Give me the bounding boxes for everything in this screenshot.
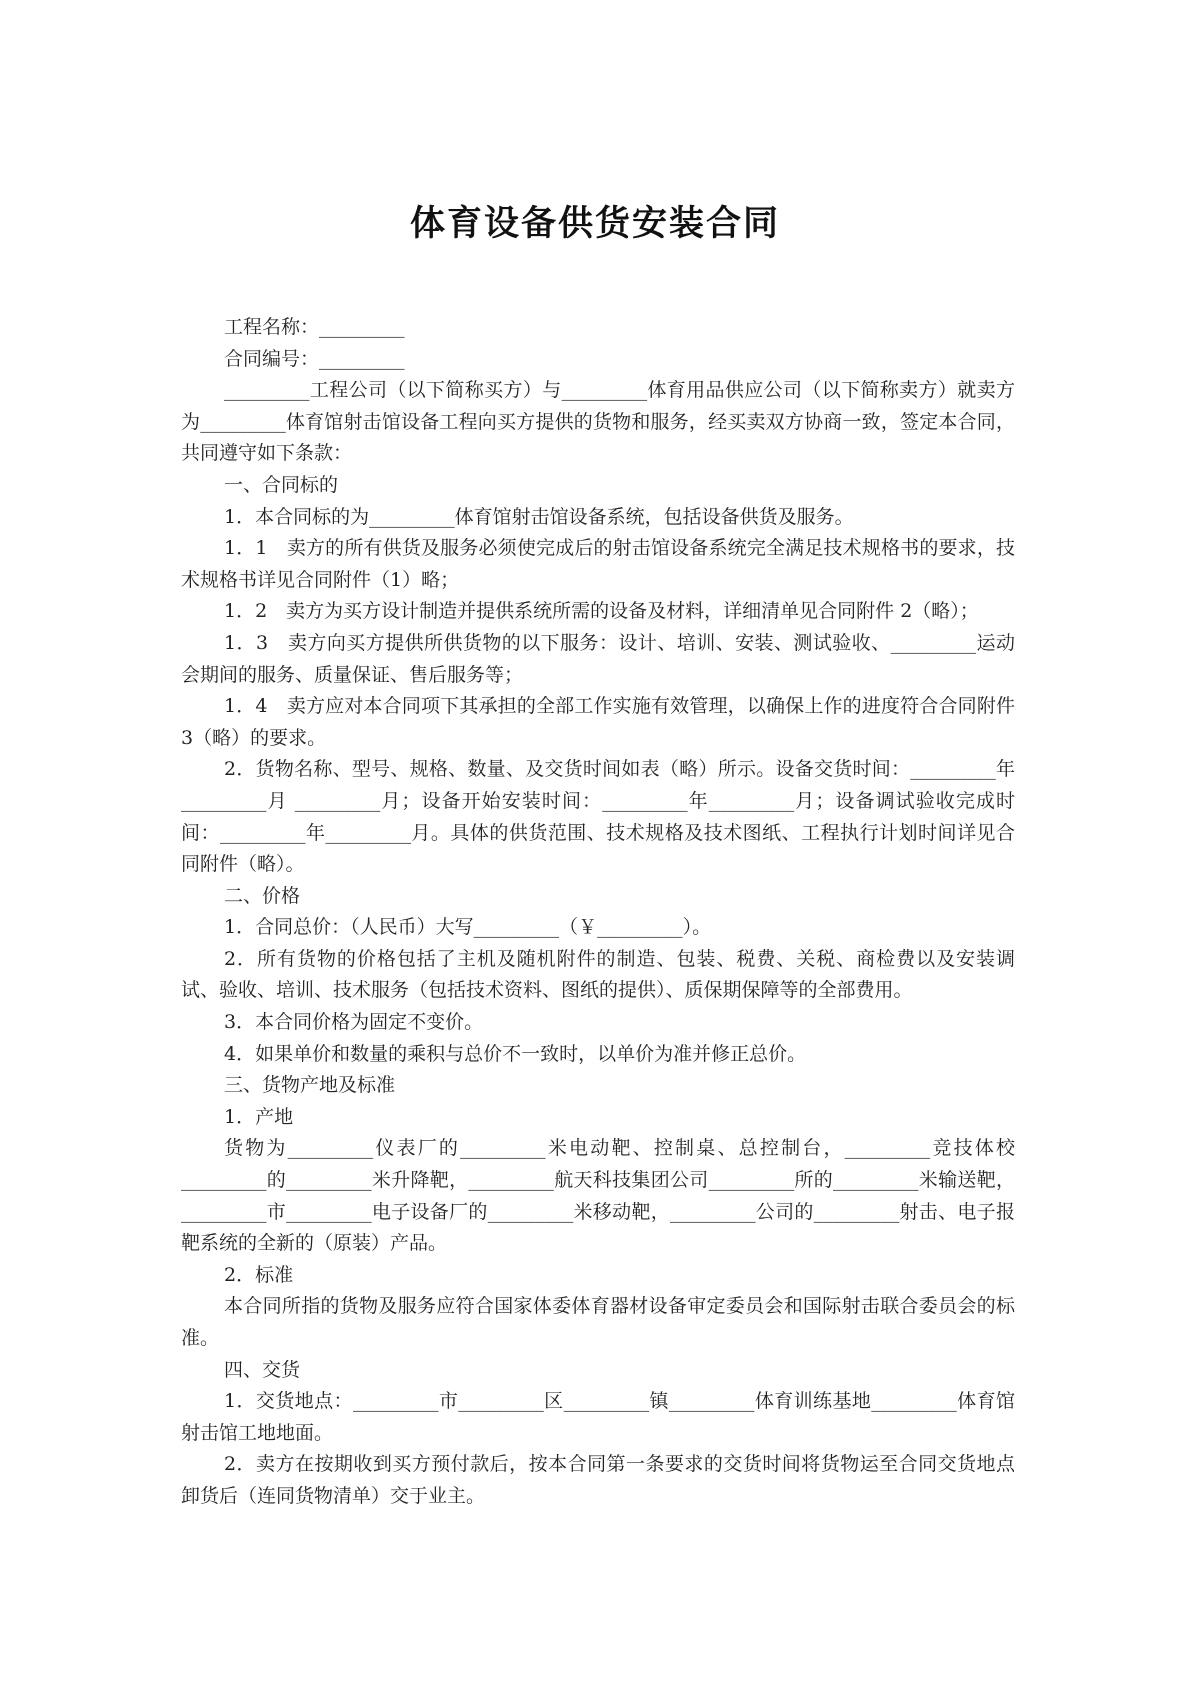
section-heading-delivery: 四、交货 (224, 1358, 301, 1381)
standard-clause: 本合同所指的货物及服务应符合国家体委体育器材设备审定委员会和国际射击联合委员会的标准。 (181, 1295, 1015, 1349)
paragraph-project-name: 工程名称：_________ (224, 316, 405, 338)
document-title: 体育设备供货安装合同 (409, 204, 780, 244)
clause-1-4: 1．4 卖方应对本合同项下其承担的全部工作实施有效管理，以确保上作的进度符合合同附件 3（略）的要求。 (181, 695, 1015, 749)
origin-clause: 货物为_________仪表厂的_________米电动靶、控制桌、总控制台，_________竞技体校_________的_________米升降靶，_________航天科技集团公司_________所的_________米输送靶，_________市_________电子设备厂的_________米移动靶，_________公司的_________射击、电子报靶系统的全新的（原装）产品。 (181, 1137, 1015, 1255)
clause-1-1: 1．1 卖方的所有供货及服务必须使完成后的射击馆设备系统完全满足技术规格书的要求，技术规格书详见合同附件（1）略； (181, 537, 1015, 591)
delivery-clause-1: 1．交货地点：_________市_________区_________镇_________体育训练基地_________体育馆射击馆工地地面。 (181, 1390, 1015, 1444)
section-heading-subject: 一、合同标的 (224, 473, 339, 496)
delivery-clause-2: 2．卖方在按期收到买方预付款后，按本合同第一条要求的交货时间将货物运至合同交货地点卸货后（连同货物清单）交于业主。 (181, 1453, 1015, 1507)
clause-1: 1．本合同标的为_________体育馆射击馆设备系统，包括设备供货及服务。 (224, 505, 854, 528)
price-clause-4: 4．如果单价和数量的乘积与总价不一致时，以单价为准并修正总价。 (224, 1042, 807, 1065)
price-clause-1: 1．合同总价：（人民币）大写_________（￥_________）。 (224, 916, 712, 939)
paragraph-contract-number: 合同编号：_________ (224, 347, 405, 370)
paragraph-parties: _________工程公司（以下简称买方）与_________体育用品供应公司（以下简称卖方）就卖方为_________体育馆射击馆设备工程向买方提供的货物和服务，经买卖双方协商一致，签定本合同，共同遵守如下条款： (181, 379, 1015, 465)
price-clause-3: 3．本合同价格为固定不变价。 (224, 1011, 484, 1034)
clause-1-3: 1．3 卖方向买方提供所供货物的以下服务：设计、培训、安装、测试验收、_________运动会期间的服务、质量保证、售后服务等； (181, 631, 1015, 686)
price-clause-2: 2．所有货物的价格包括了主机及随机附件的制造、包装、税费、关税、商检费以及安装调试、验收、培训、技术服务（包括技术资料、图纸的提供）、质保期保障等的全部费用。 (181, 947, 1015, 1002)
clause-2-delivery-schedule: 2．货物名称、型号、规格、数量、及交货时间如表（略）所示。设备交货时间：_________年_________月 _________月；设备开始安装时间：_________年_________月；设备调试验收完成时间：_________年_________月。具体的供货范围、技术规格及技术图纸、工程执行计划时间详见合同附件（略）。 (181, 758, 1015, 876)
clause-1-2: 1．2 卖方为买方设计制造并提供系统所需的设备及材料，详细清单见合同附件 2（略）； (224, 600, 979, 623)
document-body (181, 312, 1015, 1513)
subheading-standard: 2．标准 (224, 1263, 294, 1286)
subheading-origin: 1．产地 (224, 1105, 294, 1128)
section-heading-price: 二、价格 (224, 884, 301, 907)
section-heading-origin-standard: 三、货物产地及标准 (224, 1074, 396, 1097)
